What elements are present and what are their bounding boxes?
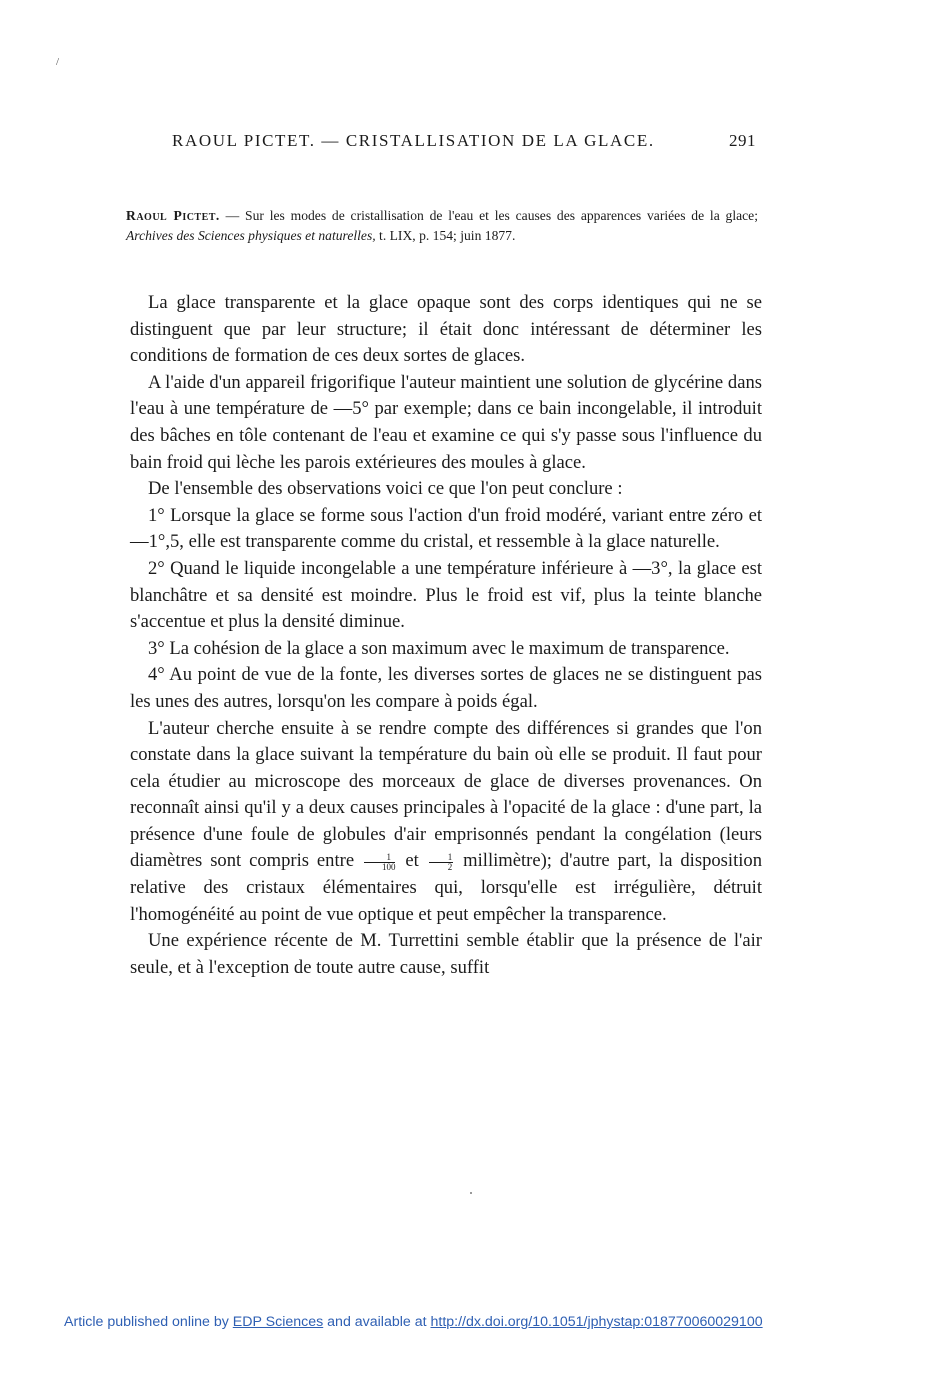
fraction-numerator: 1 bbox=[429, 853, 454, 863]
reference-author: Raoul Pictet. bbox=[126, 208, 220, 223]
paragraph: 3° La cohésion de la glace a son maximum avec le maximum de transparence. bbox=[148, 637, 730, 659]
article-body bbox=[130, 290, 762, 981]
fraction-denominator: 2 bbox=[447, 862, 453, 873]
footer-prefix: Article published online by bbox=[64, 1314, 233, 1330]
publication-footer bbox=[64, 1314, 763, 1330]
paragraph: 1° Lorsque la glace se forme sous l'action d'un froid modéré, variant entre zéro et —1°,5, elle est transparente comme du cristal, et ressemble à la glace naturelle. bbox=[130, 504, 762, 553]
fraction-numerator: 1 bbox=[364, 853, 396, 863]
paragraph: A l'aide d'un appareil frigorifique l'auteur maintient une solution de glycérine dans l'eau à une température de —5° par exemple; dans ce bain incongelable, il introduit des bâches en tôle contenant de l'eau et examine ce qui s'y passe sous l'influence du bain froid qui lèche les parois extérieures des moules à glace. bbox=[130, 371, 762, 473]
page-number: 291 bbox=[729, 131, 756, 150]
paragraph: 4° Au point de vue de la fonte, les diverses sortes de glaces ne se distinguent pas les unes des autres, lorsqu'on les compare à poids égal. bbox=[130, 664, 762, 712]
paragraph: La glace transparente et la glace opaque sont des corps identiques qui ne se distinguent que par leur structure; il était donc intéressant de déterminer les conditions de formation de ces deux sortes de glaces. bbox=[130, 292, 762, 367]
paragraph: 2° Quand le liquide incongelable a une température inférieure à —3°, la glace est blanchâtre et sa densité est moindre. Plus le froid est vif, plus la teinte blanche s'accentue et plus la densité diminue. bbox=[130, 557, 762, 633]
doi-link[interactable]: http://dx.doi.org/10.1051/jphystap:018770060029100 bbox=[430, 1314, 763, 1330]
running-title: RAOUL PICTET. — CRISTALLISATION DE LA GLACE. bbox=[172, 131, 655, 150]
paragraph bbox=[130, 716, 762, 929]
reference-title: — Sur les modes de cristallisation de l'eau et les causes des apparences variées de la glace; bbox=[219, 208, 758, 223]
paragraph-text: L'auteur cherche ensuite à se rendre compte des différences si grandes que l'on constate dans la glace suivant la température du bain où elle se produit. Il faut pour cela étudier au microscope des morceaux de glace de diverses provenances. On reconnaît ainsi qu'il y a deux causes principales à l'opacité de la glace : d'une part, la présence d'une foule de globules d'air emprisonnés pendant la congélation (leurs diamètres sont compris entre bbox=[130, 717, 762, 872]
paragraph: Une expérience récente de M. Turrettini semble établir que la présence de l'air seule, et à l'exception de toute autre cause, suffit bbox=[130, 930, 762, 978]
speck bbox=[470, 1192, 472, 1194]
fraction bbox=[429, 853, 454, 872]
fraction bbox=[364, 853, 396, 872]
paragraph: De l'ensemble des observations voici ce que l'on peut conclure : bbox=[148, 478, 623, 500]
fraction-denominator: 100 bbox=[381, 862, 396, 873]
bibliographic-reference bbox=[126, 206, 758, 246]
footer-middle: and available at bbox=[323, 1314, 431, 1330]
reference-journal: Archives des Sciences physiques et naturelles, bbox=[126, 228, 376, 243]
corner-mark: / bbox=[56, 56, 60, 68]
paragraph-text: et bbox=[397, 850, 427, 872]
publisher-link[interactable]: EDP Sciences bbox=[232, 1314, 324, 1330]
reference-details: t. LIX, p. 154; juin 1877. bbox=[375, 228, 516, 243]
running-header bbox=[172, 131, 762, 151]
paragraph-text: millimètre); d'autre part, la disposition relative des cristaux élémentaires qui, lorsqu'elle est irrégulière, détruit l'homogénéité au point de vue optique et peut empêcher la transparence. bbox=[130, 850, 762, 925]
